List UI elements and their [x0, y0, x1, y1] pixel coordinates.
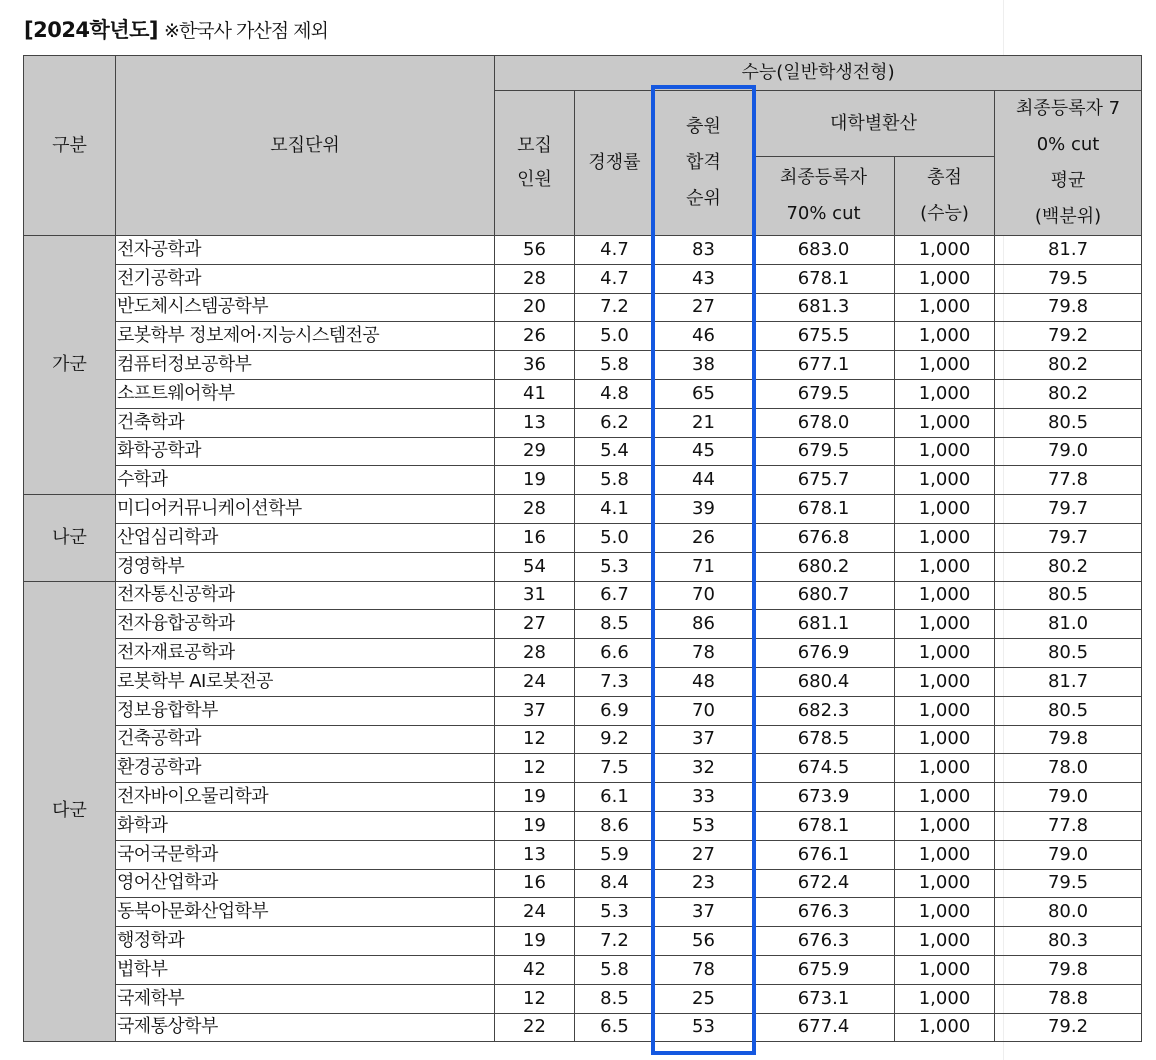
rank-cell: 33 — [655, 783, 753, 812]
header-univ: 대학별환산 — [753, 91, 995, 157]
cut-cell: 678.1 — [753, 264, 895, 293]
table-row — [24, 351, 1142, 380]
quota-cell: 13 — [495, 408, 575, 437]
header-rank-line3: 순위 — [686, 188, 721, 209]
dept-cell: 국제학부 — [116, 984, 495, 1013]
table-row — [24, 840, 1142, 869]
total-cell: 1,000 — [895, 264, 995, 293]
percentile-cell: 77.8 — [995, 466, 1142, 495]
rank-cell: 70 — [655, 581, 753, 610]
percentile-cell: 81.0 — [995, 610, 1142, 639]
table-row — [24, 495, 1142, 524]
total-cell: 1,000 — [895, 379, 995, 408]
group-cell: 나군 — [24, 495, 116, 581]
percentile-cell: 80.5 — [995, 581, 1142, 610]
percentile-cell: 79.0 — [995, 437, 1142, 466]
total-cell: 1,000 — [895, 236, 995, 265]
cut-cell: 679.5 — [753, 437, 895, 466]
ratio-cell: 4.7 — [575, 264, 655, 293]
total-cell: 1,000 — [895, 898, 995, 927]
rank-cell: 78 — [655, 639, 753, 668]
quota-cell: 24 — [495, 667, 575, 696]
quota-cell: 19 — [495, 927, 575, 956]
rank-cell: 43 — [655, 264, 753, 293]
cut-cell: 680.2 — [753, 552, 895, 581]
quota-cell: 56 — [495, 236, 575, 265]
total-cell: 1,000 — [895, 437, 995, 466]
percentile-cell: 81.7 — [995, 236, 1142, 265]
header-ratio: 경쟁률 — [575, 91, 655, 236]
ratio-cell: 7.5 — [575, 754, 655, 783]
percentile-cell: 79.7 — [995, 495, 1142, 524]
ratio-cell: 5.4 — [575, 437, 655, 466]
percentile-cell: 79.5 — [995, 869, 1142, 898]
table-row — [24, 725, 1142, 754]
total-cell: 1,000 — [895, 955, 995, 984]
table-row — [24, 811, 1142, 840]
cut-cell: 674.5 — [753, 754, 895, 783]
dept-cell: 동북아문화산업학부 — [116, 898, 495, 927]
total-cell: 1,000 — [895, 466, 995, 495]
quota-cell: 12 — [495, 754, 575, 783]
cut-cell: 678.0 — [753, 408, 895, 437]
header-rank-line2: 합격 — [686, 152, 721, 173]
header-cut-line1: 최종등록자 — [780, 167, 867, 189]
percentile-cell: 80.5 — [995, 696, 1142, 725]
dept-cell: 전자통신공학과 — [116, 581, 495, 610]
table-row — [24, 552, 1142, 581]
percentile-cell: 79.5 — [995, 264, 1142, 293]
ratio-cell: 7.3 — [575, 667, 655, 696]
quota-cell: 19 — [495, 811, 575, 840]
group-cell: 다군 — [24, 581, 116, 1042]
quota-cell: 54 — [495, 552, 575, 581]
table-row — [24, 783, 1142, 812]
quota-cell: 24 — [495, 898, 575, 927]
header-total-line2: (수능) — [920, 203, 969, 225]
dept-cell: 전자융합공학과 — [116, 610, 495, 639]
quota-cell: 42 — [495, 955, 575, 984]
cut-cell: 681.1 — [753, 610, 895, 639]
total-cell: 1,000 — [895, 984, 995, 1013]
rank-cell: 37 — [655, 898, 753, 927]
cut-cell: 672.4 — [753, 869, 895, 898]
percentile-cell: 79.8 — [995, 293, 1142, 322]
rank-cell: 44 — [655, 466, 753, 495]
dept-cell: 수학과 — [116, 466, 495, 495]
table-row — [24, 293, 1142, 322]
table-row — [24, 610, 1142, 639]
header-rank — [655, 91, 753, 236]
quota-cell: 29 — [495, 437, 575, 466]
ratio-cell: 8.4 — [575, 869, 655, 898]
header-cut — [753, 157, 895, 236]
dept-cell: 로봇학부 정보제어·지능시스템전공 — [116, 322, 495, 351]
table-row — [24, 1013, 1142, 1042]
quota-cell: 26 — [495, 322, 575, 351]
total-cell: 1,000 — [895, 408, 995, 437]
header-final-line2: 0% cut — [1036, 134, 1100, 155]
rank-cell: 23 — [655, 869, 753, 898]
dept-cell: 전기공학과 — [116, 264, 495, 293]
quota-cell: 28 — [495, 495, 575, 524]
total-cell: 1,000 — [895, 811, 995, 840]
group-cell: 가군 — [24, 236, 116, 495]
rank-cell: 38 — [655, 351, 753, 380]
percentile-cell: 78.8 — [995, 984, 1142, 1013]
header-total-line1: 총점 — [927, 167, 962, 189]
rank-cell: 46 — [655, 322, 753, 351]
cut-cell: 673.1 — [753, 984, 895, 1013]
rank-cell: 78 — [655, 955, 753, 984]
total-cell: 1,000 — [895, 639, 995, 668]
dept-cell: 경영학부 — [116, 552, 495, 581]
rank-cell: 37 — [655, 725, 753, 754]
table-row — [24, 927, 1142, 956]
dept-cell: 영어산업학과 — [116, 869, 495, 898]
ratio-cell: 5.0 — [575, 322, 655, 351]
dept-cell: 정보융합학부 — [116, 696, 495, 725]
total-cell: 1,000 — [895, 351, 995, 380]
percentile-cell: 79.8 — [995, 725, 1142, 754]
percentile-cell: 79.0 — [995, 783, 1142, 812]
header-rank-line1: 충원 — [686, 116, 721, 137]
cut-cell: 675.5 — [753, 322, 895, 351]
table-row — [24, 437, 1142, 466]
header-quota-line1: 모집 — [517, 135, 552, 156]
rank-cell: 26 — [655, 523, 753, 552]
ratio-cell: 4.1 — [575, 495, 655, 524]
cut-cell: 679.5 — [753, 379, 895, 408]
cut-cell: 676.1 — [753, 840, 895, 869]
dept-cell: 국제통상학부 — [116, 1013, 495, 1042]
header-final-line3: 평균 — [1050, 170, 1086, 191]
cut-cell: 682.3 — [753, 696, 895, 725]
percentile-cell: 79.2 — [995, 322, 1142, 351]
ratio-cell: 6.9 — [575, 696, 655, 725]
table-row — [24, 984, 1142, 1013]
dept-cell: 전자재료공학과 — [116, 639, 495, 668]
dept-cell: 환경공학과 — [116, 754, 495, 783]
percentile-cell: 80.3 — [995, 927, 1142, 956]
dept-cell: 전자바이오물리학과 — [116, 783, 495, 812]
header-dept: 모집단위 — [116, 56, 495, 236]
rank-cell: 70 — [655, 696, 753, 725]
total-cell: 1,000 — [895, 1013, 995, 1042]
quota-cell: 12 — [495, 725, 575, 754]
total-cell: 1,000 — [895, 581, 995, 610]
quota-cell: 16 — [495, 523, 575, 552]
ratio-cell: 7.2 — [575, 927, 655, 956]
cut-cell: 676.3 — [753, 927, 895, 956]
quota-cell: 16 — [495, 869, 575, 898]
dept-cell: 소프트웨어학부 — [116, 379, 495, 408]
cut-cell: 680.7 — [753, 581, 895, 610]
dept-cell: 법학부 — [116, 955, 495, 984]
cut-cell: 673.9 — [753, 783, 895, 812]
table-row — [24, 523, 1142, 552]
ratio-cell: 8.6 — [575, 811, 655, 840]
quota-cell: 19 — [495, 466, 575, 495]
total-cell: 1,000 — [895, 610, 995, 639]
table-row — [24, 236, 1142, 265]
dept-cell: 반도체시스템공학부 — [116, 293, 495, 322]
header-final-line1: 최종등록자 7 — [1015, 98, 1121, 119]
header-cut-line2: 70% cut — [786, 203, 861, 225]
ratio-cell: 6.6 — [575, 639, 655, 668]
rank-cell: 48 — [655, 667, 753, 696]
header-quota-line2: 인원 — [517, 169, 552, 190]
cut-cell: 676.3 — [753, 898, 895, 927]
cut-cell: 675.9 — [753, 955, 895, 984]
table-body — [24, 236, 1142, 1042]
cut-cell: 678.1 — [753, 495, 895, 524]
rank-cell: 21 — [655, 408, 753, 437]
ratio-cell: 6.5 — [575, 1013, 655, 1042]
total-cell: 1,000 — [895, 869, 995, 898]
header-final — [995, 91, 1142, 236]
quota-cell: 19 — [495, 783, 575, 812]
title-note: ※한국사 가산점 제외 — [164, 20, 328, 42]
ratio-cell: 6.1 — [575, 783, 655, 812]
ratio-cell: 5.3 — [575, 552, 655, 581]
table-row — [24, 754, 1142, 783]
ratio-cell: 4.7 — [575, 236, 655, 265]
quota-cell: 20 — [495, 293, 575, 322]
rank-cell: 39 — [655, 495, 753, 524]
quota-cell: 27 — [495, 610, 575, 639]
title-year: [2024학년도] — [24, 18, 159, 42]
cut-cell: 675.7 — [753, 466, 895, 495]
ratio-cell: 5.3 — [575, 898, 655, 927]
dept-cell: 국어국문학과 — [116, 840, 495, 869]
quota-cell: 28 — [495, 639, 575, 668]
ratio-cell: 5.0 — [575, 523, 655, 552]
table-row — [24, 581, 1142, 610]
total-cell: 1,000 — [895, 725, 995, 754]
total-cell: 1,000 — [895, 523, 995, 552]
header-final-line4: (백분위) — [1034, 206, 1102, 227]
header-suneung: 수능(일반학생전형) — [495, 56, 1142, 91]
ratio-cell: 7.2 — [575, 293, 655, 322]
rank-cell: 65 — [655, 379, 753, 408]
quota-cell: 12 — [495, 984, 575, 1013]
quota-cell: 22 — [495, 1013, 575, 1042]
ratio-cell: 8.5 — [575, 610, 655, 639]
ratio-cell: 9.2 — [575, 725, 655, 754]
dept-cell: 로봇학부 AI로봇전공 — [116, 667, 495, 696]
quota-cell: 31 — [495, 581, 575, 610]
total-cell: 1,000 — [895, 667, 995, 696]
percentile-cell: 80.2 — [995, 351, 1142, 380]
ratio-cell: 5.8 — [575, 466, 655, 495]
rank-cell: 56 — [655, 927, 753, 956]
ratio-cell: 5.8 — [575, 351, 655, 380]
ratio-cell: 8.5 — [575, 984, 655, 1013]
cut-cell: 677.4 — [753, 1013, 895, 1042]
dept-cell: 컴퓨터정보공학부 — [116, 351, 495, 380]
dept-cell: 건축공학과 — [116, 725, 495, 754]
table-row — [24, 696, 1142, 725]
quota-cell: 37 — [495, 696, 575, 725]
dept-cell: 산업심리학과 — [116, 523, 495, 552]
header-gubun: 구분 — [24, 56, 116, 236]
header-quota — [495, 91, 575, 236]
header-total — [895, 157, 995, 236]
total-cell: 1,000 — [895, 322, 995, 351]
rank-cell: 25 — [655, 984, 753, 1013]
table-row — [24, 322, 1142, 351]
rank-cell: 86 — [655, 610, 753, 639]
table-row — [24, 408, 1142, 437]
dept-cell: 건축학과 — [116, 408, 495, 437]
dept-cell: 전자공학과 — [116, 236, 495, 265]
quota-cell: 13 — [495, 840, 575, 869]
percentile-cell: 79.2 — [995, 1013, 1142, 1042]
ratio-cell: 6.2 — [575, 408, 655, 437]
total-cell: 1,000 — [895, 783, 995, 812]
dept-cell: 화학공학과 — [116, 437, 495, 466]
cut-cell: 680.4 — [753, 667, 895, 696]
percentile-cell: 79.7 — [995, 523, 1142, 552]
quota-cell: 36 — [495, 351, 575, 380]
rank-cell: 27 — [655, 840, 753, 869]
ratio-cell: 6.7 — [575, 581, 655, 610]
cut-cell: 683.0 — [753, 236, 895, 265]
dept-cell: 행정학과 — [116, 927, 495, 956]
admission-results-table — [23, 55, 1142, 1042]
total-cell: 1,000 — [895, 840, 995, 869]
rank-cell: 45 — [655, 437, 753, 466]
rank-cell: 53 — [655, 811, 753, 840]
percentile-cell: 79.0 — [995, 840, 1142, 869]
total-cell: 1,000 — [895, 495, 995, 524]
dept-cell: 미디어커뮤니케이션학부 — [116, 495, 495, 524]
total-cell: 1,000 — [895, 293, 995, 322]
cut-cell: 677.1 — [753, 351, 895, 380]
rank-cell: 27 — [655, 293, 753, 322]
cut-cell: 678.1 — [753, 811, 895, 840]
quota-cell: 41 — [495, 379, 575, 408]
percentile-cell: 80.5 — [995, 639, 1142, 668]
cut-cell: 678.5 — [753, 725, 895, 754]
page-title — [24, 14, 328, 44]
table-row — [24, 955, 1142, 984]
percentile-cell: 80.2 — [995, 379, 1142, 408]
percentile-cell: 80.0 — [995, 898, 1142, 927]
percentile-cell: 77.8 — [995, 811, 1142, 840]
rank-cell: 32 — [655, 754, 753, 783]
total-cell: 1,000 — [895, 754, 995, 783]
table-row — [24, 667, 1142, 696]
cut-cell: 676.9 — [753, 639, 895, 668]
quota-cell: 28 — [495, 264, 575, 293]
ratio-cell: 4.8 — [575, 379, 655, 408]
percentile-cell: 81.7 — [995, 667, 1142, 696]
percentile-cell: 80.2 — [995, 552, 1142, 581]
rank-cell: 83 — [655, 236, 753, 265]
percentile-cell: 80.5 — [995, 408, 1142, 437]
cut-cell: 681.3 — [753, 293, 895, 322]
total-cell: 1,000 — [895, 552, 995, 581]
table-row — [24, 264, 1142, 293]
rank-cell: 71 — [655, 552, 753, 581]
percentile-cell: 79.8 — [995, 955, 1142, 984]
table-row — [24, 869, 1142, 898]
table-row — [24, 466, 1142, 495]
ratio-cell: 5.8 — [575, 955, 655, 984]
rank-cell: 53 — [655, 1013, 753, 1042]
table-row — [24, 639, 1142, 668]
dept-cell: 화학과 — [116, 811, 495, 840]
total-cell: 1,000 — [895, 927, 995, 956]
table-row — [24, 898, 1142, 927]
percentile-cell: 78.0 — [995, 754, 1142, 783]
table-row — [24, 379, 1142, 408]
total-cell: 1,000 — [895, 696, 995, 725]
ratio-cell: 5.9 — [575, 840, 655, 869]
cut-cell: 676.8 — [753, 523, 895, 552]
